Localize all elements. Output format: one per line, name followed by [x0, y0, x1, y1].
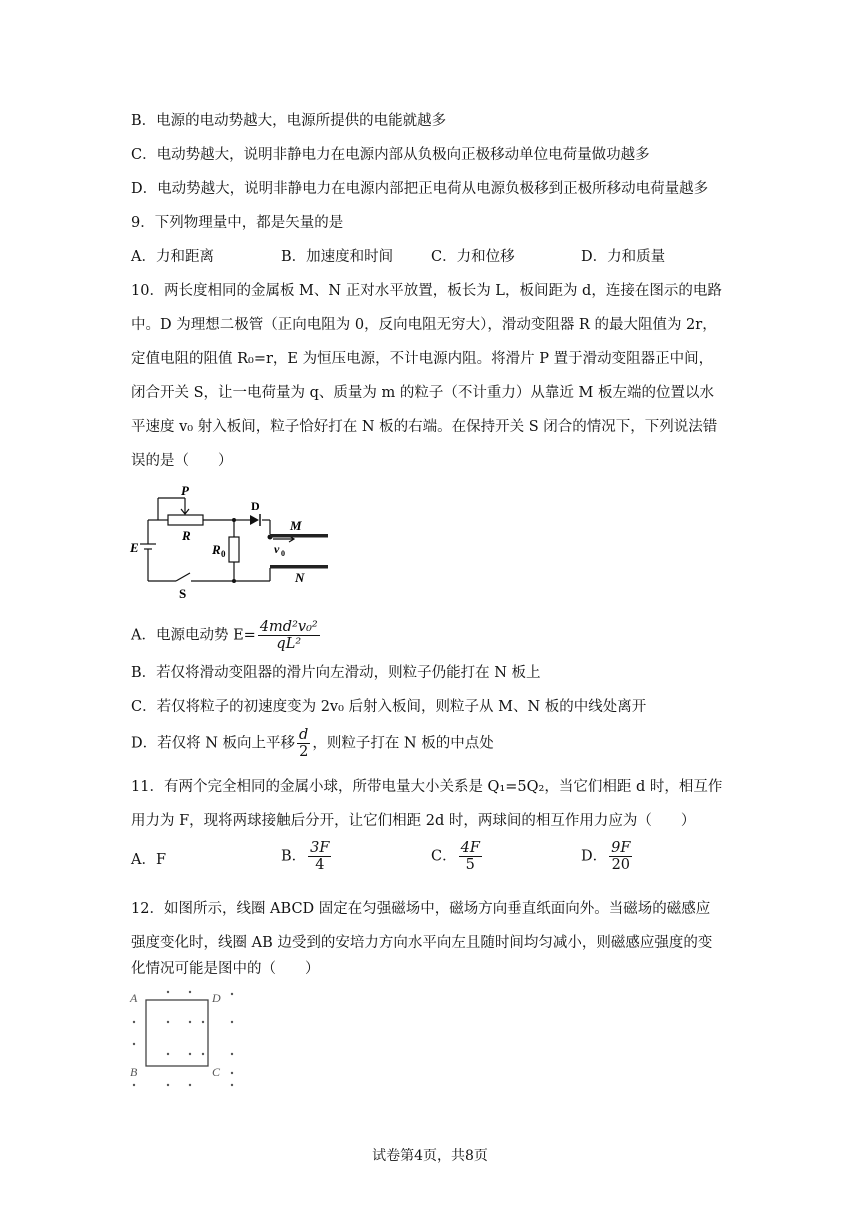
q9-option-c: C．力和位移 — [431, 249, 515, 265]
q10-option-d-suffix: ，则粒子打在 N 板的中点处 — [312, 735, 494, 752]
q11-option-c-prefix: C． — [431, 848, 457, 865]
fig-label-m: M — [290, 518, 302, 533]
coil-label-b: B — [130, 1065, 138, 1079]
q11-option-b-prefix: B． — [281, 848, 307, 865]
fig-label-s: S — [179, 586, 187, 601]
fraction-denominator: 2 — [299, 744, 309, 760]
q11-option-d-fraction — [609, 840, 632, 873]
q10-stem-line1: 10．两长度相同的金属板 M、N 正对水平放置，板长为 L，板间距为 d，连接在图示的电路 — [131, 283, 722, 299]
q12-coil-diagram — [128, 988, 238, 1088]
fraction-denominator: 5 — [465, 857, 475, 873]
fig-label-v0: v — [274, 542, 280, 556]
page-footer: 试卷第4页，共8页 — [372, 1148, 488, 1164]
fraction-denominator: 20 — [611, 857, 631, 873]
q9-option-b: B．加速度和时间 — [281, 249, 394, 265]
q8-option-d: D．电动势越大，说明非静电力在电源内部把正电荷从电源负极移到正极所移动电荷量越多 — [131, 181, 709, 197]
fraction-numerator: d — [299, 727, 309, 743]
fraction-numerator: 3F — [310, 840, 330, 856]
q11-option-d — [581, 840, 634, 873]
fig-label-r0-sub: 0 — [221, 549, 226, 559]
fig-label-n: N — [295, 570, 305, 585]
fraction-numerator: 9F — [611, 840, 631, 856]
q10-option-a-fraction — [258, 619, 320, 652]
q8-option-c: C．电动势越大，说明非静电力在电源内部从负极向正极移动单位电荷量做功越多 — [131, 147, 650, 163]
coil-label-c: C — [212, 1065, 221, 1079]
q10-option-d-prefix: D．若仅将 N 板向上平移 — [131, 735, 296, 752]
fig-label-v0-sub: 0 — [281, 549, 285, 558]
fraction-numerator: 4F — [460, 840, 480, 856]
q9-option-a: A．力和距离 — [131, 249, 214, 265]
q12-stem-line1: 12．如图所示，线圈 ABCD 固定在匀强磁场中，磁场方向垂直纸面向外。当磁场的磁感应 — [131, 901, 711, 917]
fig-label-d: D — [251, 499, 260, 513]
fraction-numerator: 4md²v₀² — [259, 619, 318, 635]
fig-label-p: P — [181, 484, 189, 498]
q9-stem: 9．下列物理量中，都是矢量的是 — [131, 215, 344, 231]
q10-circuit-diagram — [128, 484, 328, 602]
q10-stem-line4: 闭合开关 S，让一电荷量为 q、质量为 m 的粒子（不计重力）从靠近 M 板左端的位置以水 — [131, 385, 714, 401]
q10-stem-line6: 误的是（ ） — [131, 453, 233, 469]
q10-option-c: C．若仅将粒子的初速度变为 2v₀ 后射入板间，则粒子从 M、N 板的中线处离开 — [131, 699, 647, 715]
q12-stem-line2: 强度变化时，线圈 AB 边受到的安培力方向水平向左且随时间均匀减小，则磁感应强度的变 — [131, 935, 713, 951]
q10-stem-line2: 中。D 为理想二极管（正向电阻为 0，反向电阻无穷大），滑动变阻器 R 的最大阻值为 2r， — [131, 317, 717, 333]
q11-option-b — [281, 840, 333, 873]
fig-label-e: E — [130, 540, 139, 555]
q10-option-b: B．若仅将滑动变阻器的滑片向左滑动，则粒子仍能打在 N 板上 — [131, 665, 541, 681]
q11-option-a: A．F — [131, 852, 167, 868]
fig-label-r0: R — [212, 542, 221, 557]
q10-stem-line5: 平速度 v₀ 射入板间，粒子恰好打在 N 板的右端。在保持开关 S 闭合的情况下，下列说法错 — [131, 419, 718, 435]
q10-option-a-prefix: A．电源电动势 E= — [131, 627, 256, 644]
fraction-denominator: qL² — [276, 636, 302, 652]
q11-option-d-prefix: D． — [581, 848, 608, 865]
q11-option-b-fraction — [308, 840, 331, 873]
q10-stem-line3: 定值电阻的阻值 R₀=r，E 为恒压电源，不计电源内阻。将滑片 P 置于滑动变阻器正中间， — [131, 351, 714, 367]
fraction-denominator: 4 — [315, 857, 325, 873]
q11-option-c — [431, 840, 484, 873]
coil-label-a: A — [130, 991, 138, 1005]
q10-option-a — [131, 619, 322, 652]
fig-label-r: R — [182, 528, 191, 543]
q8-option-b: B．电源的电动势越大，电源所提供的电能就越多 — [131, 113, 447, 129]
q11-stem-line2: 用力为 F，现将两球接触后分开，让它们相距 2d 时，两球间的相互作用力应为（ ） — [131, 813, 696, 829]
q11-option-c-fraction — [459, 840, 482, 873]
q11-stem-line1: 11．有两个完全相同的金属小球，所带电量大小关系是 Q₁=5Q₂，当它们相距 d 时，相互作 — [131, 779, 723, 795]
coil-label-d: D — [212, 991, 221, 1005]
q9-option-d: D．力和质量 — [581, 249, 666, 265]
q10-option-d-fraction — [297, 727, 310, 760]
q10-option-d — [131, 727, 494, 760]
q12-stem-line3: 化情况可能是图中的（ ） — [131, 961, 320, 977]
